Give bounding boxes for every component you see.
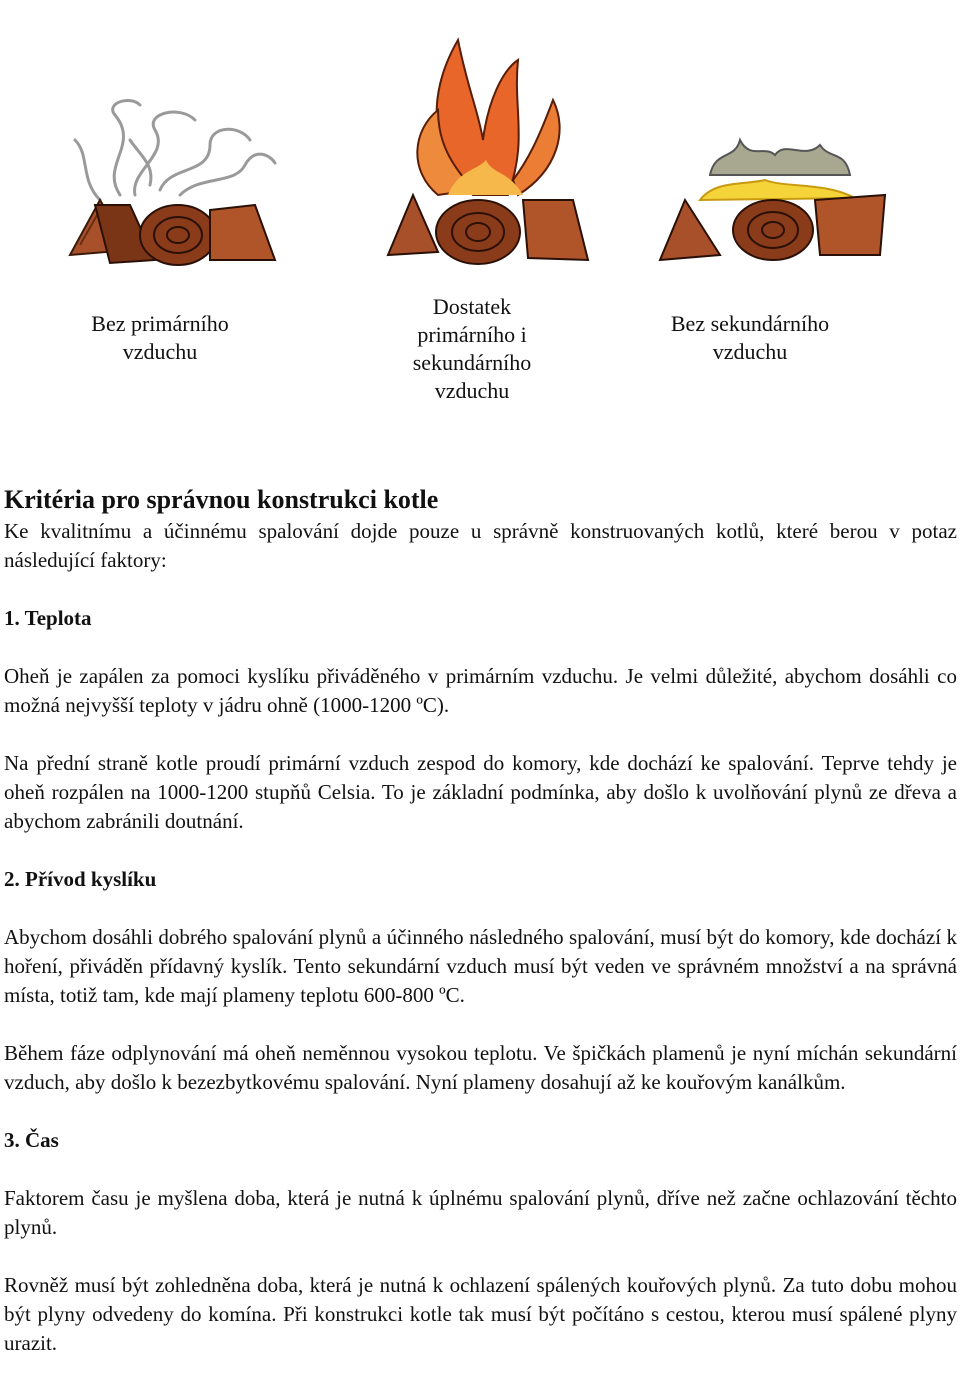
no-secondary-air-illustration	[655, 130, 895, 275]
section-3-paragraph-1: Faktorem času je myšlena doba, která je nutná k úplnému spalování plynů, dříve než začne ochlazování těchto plynů.	[4, 1186, 957, 1239]
section-3-heading: 3. Čas	[4, 1128, 59, 1152]
document-body	[4, 483, 957, 1358]
section-1-heading: 1. Teplota	[4, 606, 92, 630]
section-2-heading: 2. Přívod kyslíku	[4, 867, 157, 891]
proper-flame-illustration	[378, 20, 598, 275]
section-3-paragraph-2: Rovněž musí být zohledněna doba, která je nutná k ochlazení spálených kouřových plynů. Za tuto dobu mohou být plyny odvedeny do komína. Při konstrukci kotle tak musí být počítáno s cestou, kterou musí spálené plyny urazit.	[4, 1273, 957, 1355]
page-title: Kritéria pro správnou konstrukci kotle	[4, 485, 439, 514]
section-2-paragraph-1: Abychom dosáhli dobrého spalování plynů a účinného následného spalování, musí být do komory, kde dochází k hoření, přiváděn přídavný kyslík. Tento sekundární vzduch musí být veden ve správném množství a na správná místa, totiž tam, kde mají plameny teplotu 600-800 ºC.	[4, 925, 957, 1007]
section-1-paragraph-1: Oheň je zapálen za pomoci kyslíku přiváděného v primárním vzduchu. Je velmi důležité, abychom dosáhli co možná nejvyšší teploty v jádru ohně (1000-1200 ºC).	[4, 664, 957, 717]
right-figure-caption: Bez sekundárního vzduchu	[670, 311, 830, 364]
left-figure-caption: Bez primárního vzduchu	[91, 311, 229, 364]
intro-paragraph: Ke kvalitnímu a účinnému spalování dojde pouze u správně konstruovaných kotlů, které berou v potaz následující faktory:	[4, 519, 957, 572]
section-2-paragraph-2: Během fáze odplynování má oheň neměnnou vysokou teplotu. Ve špičkách plamenů je nyní míchán sekundární vzduch, aby došlo k bezezbytkovému spalování. Nyní plameny dosahují až ke kouřovým kanálkům.	[4, 1041, 957, 1094]
section-1-paragraph-2: Na přední straně kotle proudí primární vzduch zespod do komory, kde dochází ke spalování. Teprve tehdy je oheň rozpálen na 1000-1200 stupňů Celsia. To je základní podmínka, aby došlo k uvolňování plynů ze dřeva a abychom zabránili doutnání.	[4, 751, 957, 833]
smoldering-logs-illustration	[60, 85, 285, 280]
middle-figure-caption: Dostatek primárního i sekundárního vzduchu	[412, 294, 532, 403]
